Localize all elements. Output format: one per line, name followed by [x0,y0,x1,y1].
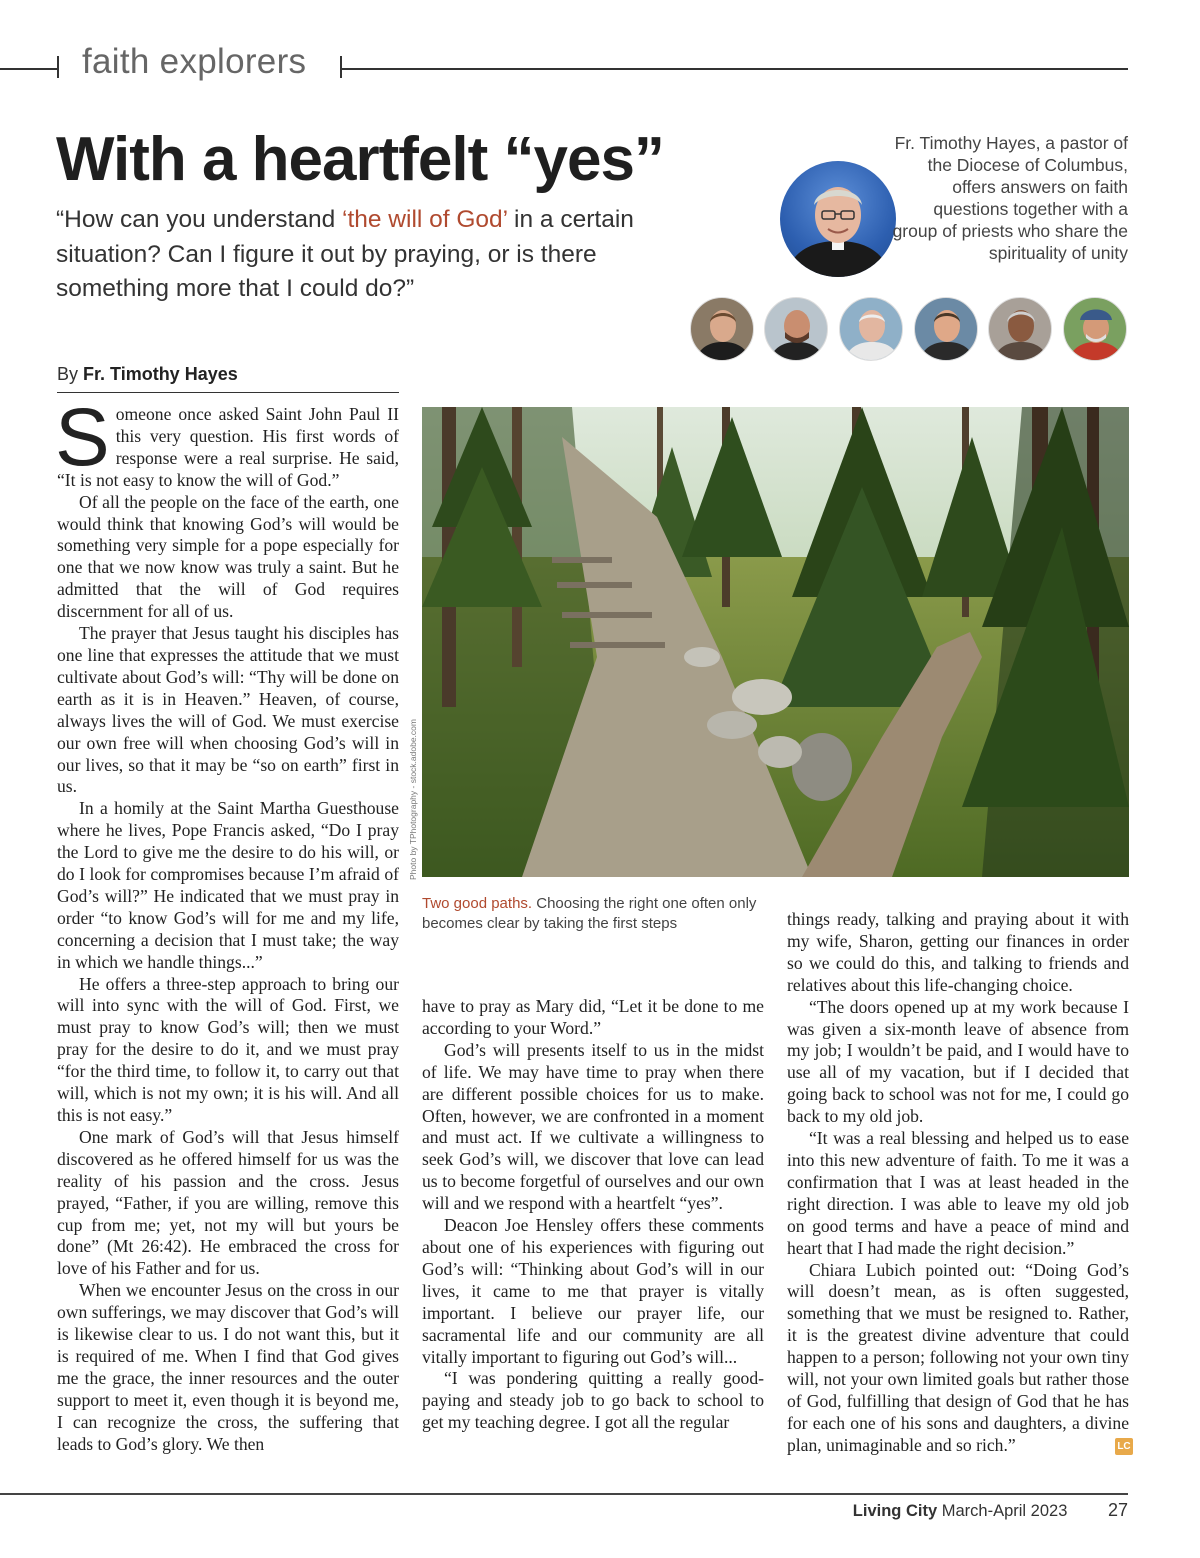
caption-title: Two good paths. [422,895,533,912]
deck-highlight: ‘the will of God’ [342,206,508,233]
page-footer [853,1500,1128,1521]
article-title: With a heartfelt “yes” [56,125,664,194]
photo-credit-text: Photo by TPhotography - stock.adobe.com [408,719,418,880]
byline-author: Fr. Timothy Hayes [83,364,238,384]
page-number: 27 [1107,1500,1128,1520]
body-paragraph: In a homily at the Saint Martha Guesthouse where he lives, Pope Francis asked, “Do I pray the Lord to give me the desire to do his will, or do I look for compromises because I’m afraid of God’s will?” He indicated that we must pray in order “to know God’s will for me and my life, concerning a decision that I must take; the way in which we handle things...” [57,798,399,972]
deck-text-before: “How can you understand [56,206,342,233]
section-tick-left [57,56,59,78]
body-column-3 [787,909,1129,1457]
body-column-1 [55,392,399,1464]
end-mark-logo: LC [1115,1438,1133,1455]
deck-text-after: in a certain situation? Can I figure it out by praying, or is there something more that I could do?” [56,206,634,302]
author-bio: Fr. Timothy Hayes, a pastor of the Diocese of Columbus, offers answers on faith questions together with a group of priests who share the spirituality of unity [892,133,1128,263]
body-paragraph: have to pray as Mary did, “Let it be done to me according to your Word.” [422,996,764,1038]
body-paragraph: “It was a real blessing and helped us to ease into this new adventure of faith. To me it was a confirmation that I was at least headed in the right direction. I was able to leave my old job on good terms and have a peace of mind and heart that I had made the right decision.” [787,1128,1129,1258]
end-mark-wrap [1109,1434,1133,1455]
priest-portrait-4 [914,297,978,361]
body-paragraph: The prayer that Jesus taught his disciples has one line that expresses the attitude that we must cultivate about God’s will: “Thy will be done on earth as it is in Heaven.” Heaven, of course, always lives the will of God. We must exercise our own free will when choosing God’s will in our lives, so that it may be “so on earth” first in us. [57,623,399,797]
priest-portrait-2 [764,297,828,361]
author-portrait [780,161,896,277]
body-paragraph: things ready, talking and praying about it with my wife, Sharon, getting our finances in order so we could do this, and talking to friends and relatives about this life-changing choice. [787,909,1129,995]
forest-path-photo [422,407,1129,877]
byline-prefix: By [57,364,84,384]
body-paragraph: Deacon Joe Hensley offers these comments about one of his experiences with figuring out God’s will: “Thinking about God’s will in our lives, it came to me that prayer is vitally important. I believe our prayer life, our sacramental life and our community are all vitally important to figuring out God’s will... [422,1215,764,1367]
section-header [0,42,1200,88]
body-paragraph: “The doors opened up at my work because I was given a six-month leave of absence from my job; I wouldn’t be paid, and I would have to use all of my vacation, but if I decided that going back to school was not for me, I could go back to my old job. [787,996,1129,1127]
byline [57,364,399,393]
section-label: faith explorers [82,42,307,81]
caption-text: Choosing the right one often only becomes clear by taking the first steps [422,895,757,932]
body-paragraph: Of all the people on the face of the earth, one would think that knowing God’s will would be something very simple for a pope especially for one that we now know was truly a saint. But he admitted that the will of God requires discernment for all of us. [57,491,399,622]
body-paragraph: Chiara Lubich pointed out: “Doing God’s will doesn’t mean, as is often suggested, something that we must be resigned to. Rather, it is the greatest divine adventure that could happen to a person; following not your own tiny will, not your own limited goals but rather those of God, fulfilling that design of God that he has for each one of his sons and daughters, a divine plan, unimaginable and so rich.” [787,1259,1129,1455]
body-paragraph: God’s will presents itself to us in the midst of life. We may have time to pray when there are different possible choices for us to make. Often, however, we are confronted in a moment and must act. If we cultivate a willingness to seek God’s will, we discover that love can lead us to become forgetful of ourselves and our own will and we respond with a heartfelt “yes”. [422,1039,764,1214]
priest-portraits [690,297,1130,363]
paragraph-text: omeone once asked Saint John Paul II this very question. His first words of response were a real surprise. He said, “It is not easy to know the will of God.” [57,404,399,490]
body-column-2 [422,996,764,1434]
body-paragraph: He offers a three-step approach to bring our will into sync with the will of God. First, we must pray to know God’s will; then we must pray for the desire to do it, and we must pray “for the third time, to follow it, to carry out that will, which is not my own; it is his will. And all this is not easy.” [57,973,399,1125]
issue-date: March-April 2023 [941,1502,1068,1520]
body-paragraph: “I was pondering quitting a really good-paying and steady job to go back to school to get my teaching degree. I got all the regular [422,1368,764,1433]
section-tick-right [340,56,342,78]
priest-portrait-3 [839,297,903,361]
article-deck [56,203,696,307]
priest-portrait-5 [988,297,1052,361]
publication-name: Living City [852,1502,938,1520]
photo-caption [422,894,767,934]
body-paragraph [55,392,399,492]
priest-portrait-1 [690,297,754,361]
drop-cap: S [55,392,110,483]
priest-portrait-6 [1063,297,1127,361]
section-rule-left [0,68,57,70]
photo-credit [408,720,420,880]
section-rule-right [342,68,1128,70]
body-paragraph: One mark of God’s will that Jesus himself discovered as he offered himself for us was the reality of his passion and the cross. Jesus prayed, “Father, if you are willing, remove this cup from me; yet, not my will but yours be done” (Mt 26:42). He embraced the cross for love of his Father and for us. [57,1126,399,1279]
footer-rule [0,1493,1128,1495]
body-paragraph: When we encounter Jesus on the cross in our own sufferings, we may discover that God’s will is likewise clear to us. I do not want this, but it is required of me. When I find that God gives me the grace, the inner resources and the outer support to meet it, even though it is beyond me, I can recognize the cross, the suffering that leads to God’s glory. We then [57,1280,399,1454]
